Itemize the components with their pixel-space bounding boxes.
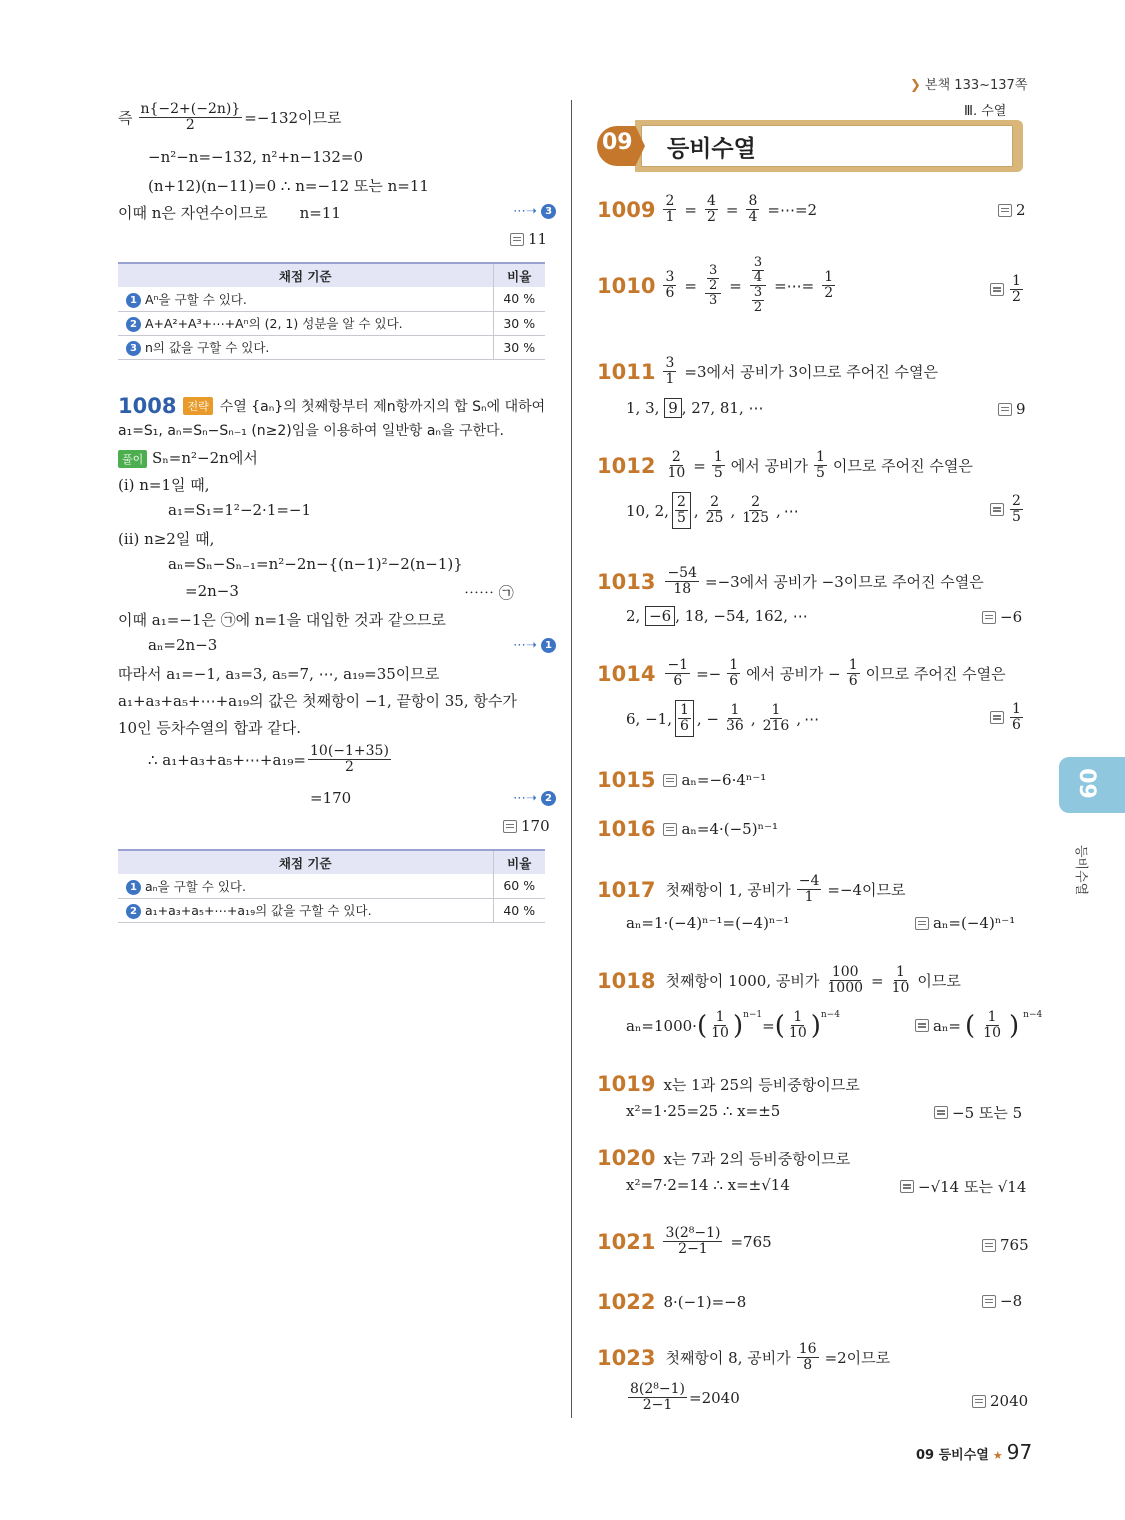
solution-line-12: ∴ a₁+a₃+a₅+⋯+a₁₉= $\frac{10(-1+35)}{2}$ (148, 743, 389, 775)
line-1020-2: x²=7·2=14 ∴ x=±√14 (626, 1176, 790, 1194)
answer-icon (998, 204, 1012, 217)
answer-1021: 765 (982, 1236, 1029, 1254)
answer-1019: −5 또는 5 (934, 1102, 1022, 1123)
solution-line-6: =2n−3 (185, 582, 239, 600)
step-marker-3: ⋯➝ 3 (513, 204, 556, 219)
page-reference: ❯ 본책 133~137쪽 (910, 78, 1028, 93)
problem-1010: 1010 $\frac{3}{6}$ = $\frac{\frac{3}{2}}{3}$ = $\frac{\frac{3}{4}}{\frac{3}{2}}$ =⋯= $\frac{1}{2}$ (597, 255, 834, 315)
line-1017-2: aₙ=1·(−4)ⁿ⁻¹=(−4)ⁿ⁻¹ (626, 914, 790, 932)
step-marker-1: ⋯➝ 1 (513, 638, 556, 653)
answer-1008: 170 (503, 817, 550, 835)
answer-1010: $\frac{1}{2}$ (990, 274, 1025, 305)
answer-icon (990, 711, 1004, 724)
sequence-1014: 6, −1, $\frac{1}{6}$ , − $\frac{1}{36}$ , $\frac{1}{216}$ , ⋯ (626, 700, 819, 737)
chapter-number: 09 (602, 130, 633, 155)
unit-label: Ⅲ. 수열 (964, 104, 1007, 119)
scoring-table-1: 채점 기준 비율 1 Aⁿ을 구할 수 있다. 40 % 2 A+A²+A³+⋯+Aⁿ의 (2, 1) 성분을 알 수 있다. 30 % 3 n의 값을 구할 수 있다. 30 % (118, 262, 545, 360)
line-1: 즉 $\frac{n\{-2+(-2n)\}}{2}$ =−132이므로 (118, 101, 342, 133)
solution-line-1: 풀이 Sₙ=n²−2n에서 (118, 447, 258, 468)
answer-icon (998, 403, 1012, 416)
answer-icon (982, 1295, 996, 1308)
line-2: −n²−n=−132, n²+n−132=0 (148, 148, 363, 166)
strategy-line-2: a₁=S₁, aₙ=Sₙ−Sₙ₋₁ (n≥2)임을 이용하여 일반항 aₙ을 구한다. (118, 423, 504, 439)
answer-1014: $\frac{1}{6}$ (990, 702, 1025, 733)
answer-icon (663, 823, 677, 836)
solution-line-10: a₁+a₃+a₅+⋯+a₁₉의 값은 첫째항이 −1, 끝항이 35, 항수가 (118, 692, 517, 710)
sequence-1011: 1, 3, 9 , 27, 81, ⋯ (626, 399, 764, 417)
solution-line-9: 따라서 a₁=−1, a₃=3, a₅=7, ⋯, a₁₉=35이므로 (118, 665, 440, 683)
problem-1014: 1014 $\frac{-1}{6}$ =− $\frac{1}{6}$ 에서 공비가 − $\frac{1}{6}$ 이므로 주어진 수열은 (597, 657, 1006, 689)
answer-icon (982, 1239, 996, 1252)
problem-1019: 1019 x는 1과 25의 등비중항이므로 (597, 1072, 860, 1096)
problem-1013: 1013 $\frac{-54}{18}$ =−3에서 공비가 −3이므로 주어진 수열은 (597, 565, 984, 597)
step-marker-2: ⋯➝ 2 (513, 791, 556, 806)
answer-1023: 2040 (972, 1392, 1028, 1410)
answer-icon (982, 611, 996, 624)
line-3: (n+12)(n−11)=0 ∴ n=−12 또는 n=11 (148, 177, 429, 195)
answer-1007: 11 (510, 230, 547, 248)
side-tab-label: 등비수열 (1073, 845, 1088, 896)
answer-1013: −6 (982, 608, 1022, 626)
solution-line-11: 10인 등차수열의 합과 같다. (118, 719, 302, 737)
problem-1009: 1009 $\frac{2}{1}$ = $\frac{4}{2}$ = $\frac{8}{4}$ =⋯=2 (597, 193, 818, 225)
problem-1011: 1011 $\frac{3}{1}$ =3에서 공비가 3이므로 주어진 수열은 (597, 355, 938, 387)
footer: 09 등비수열 ★ 97 (916, 1440, 1033, 1464)
solution-line-3: a₁=S₁=1²−2·1=−1 (168, 501, 312, 519)
answer-icon (972, 1395, 986, 1408)
answer-1009: 2 (998, 201, 1026, 219)
answer-icon (510, 233, 524, 246)
solution-line-4: (ⅱ) n≥2일 때, (118, 530, 215, 548)
solution-line-2: (ⅰ) n=1일 때, (118, 476, 210, 494)
problem-1017: 1017 첫째항이 1, 공비가 $\frac{-4}{1}$ =−4이므로 (597, 873, 906, 905)
side-tab (1059, 757, 1125, 813)
answer-icon (990, 503, 1004, 516)
answer-1012: $\frac{2}{5}$ (990, 494, 1025, 525)
answer-1017: aₙ=(−4)ⁿ⁻¹ (915, 914, 1015, 932)
equation-label: ⋯⋯ ㉠ (464, 584, 514, 602)
problem-1018: 1018 첫째항이 1000, 공비가 $\frac{100}{1000}$ = $\frac{1}{10}$ 이므로 (597, 964, 961, 996)
answer-icon (915, 1019, 929, 1032)
answer-1020: −√14 또는 √14 (900, 1176, 1026, 1197)
problem-1008-header: 1008 전략 수열 {aₙ}의 첫째항부터 제n항까지의 합 Sₙ에 대하여 (118, 394, 546, 418)
chapter-banner (597, 120, 1023, 172)
sequence-1012: 10, 2, $\frac{2}{5}$ , $\frac{2}{25}$ , $\frac{2}{125}$ , ⋯ (626, 492, 799, 529)
problem-1021: 1021 $\frac{\text{3(2⁸−1)}}{2-1}$ =765 (597, 1225, 772, 1257)
sequence-1013: 2, −6 , 18, −54, 162, ⋯ (626, 607, 808, 625)
problem-1012: 1012 $\frac{2}{10}$ = $\frac{1}{5}$ 에서 공비가 $\frac{1}{5}$ 이므로 주어진 수열은 (597, 449, 973, 481)
problem-1016: 1016 aₙ=4·(−5)ⁿ⁻¹ (597, 817, 779, 841)
solution-line-5: aₙ=Sₙ−Sₙ₋₁=n²−2n−{(n−1)²−2(n−1)} (168, 555, 463, 573)
scoring-table-2: 채점 기준 비율 1 aₙ을 구할 수 있다. 60 % 2 a₁+a₃+a₅+⋯+a₁₉의 값을 구할 수 있다. 40 % (118, 849, 545, 923)
line-1019-2: x²=1·25=25 ∴ x=±5 (626, 1102, 781, 1120)
page-number: 97 (1006, 1440, 1033, 1464)
problem-1015: 1015 aₙ=−6·4ⁿ⁻¹ (597, 768, 767, 792)
answer-1022: −8 (982, 1292, 1022, 1310)
answer-1018: aₙ= ( $\frac{1}{10}$ ) $^{n-4}$ (915, 1010, 1042, 1041)
line-1023-2: $\frac{\text{8(2⁸−1)}}{2-1}$ =2040 (630, 1381, 740, 1413)
answer-icon (900, 1180, 914, 1193)
line-1018-2: aₙ=1000· ( $\frac{1}{10}$ ) $^{n-1}$ = ( $\frac{1}{10}$ ) $^{n-4}$ (626, 1009, 840, 1041)
solution-line-7: 이때 a₁=−1은 ㉠에 n=1을 대입한 것과 같으므로 (118, 611, 446, 629)
problem-1020: 1020 x는 7과 2의 등비중항이므로 (597, 1146, 851, 1170)
answer-icon (934, 1106, 948, 1119)
solution-line-8: aₙ=2n−3 (148, 636, 218, 654)
answer-icon (663, 774, 677, 787)
line-4: 이때 n은 자연수이므로 n=11 (118, 204, 341, 222)
solution-line-13: =170 (310, 789, 352, 807)
column-divider (571, 100, 572, 1418)
answer-1011: 9 (998, 400, 1026, 418)
side-tab-number: 09 (1073, 768, 1099, 799)
answer-icon (990, 283, 1004, 296)
chapter-title: 등비수열 (667, 136, 756, 162)
problem-1022: 1022 8·(−1)=−8 (597, 1290, 747, 1314)
answer-icon (915, 917, 929, 930)
problem-1023: 1023 첫째항이 8, 공비가 $\frac{16}{8}$ =2이므로 (597, 1341, 891, 1373)
answer-icon (503, 820, 517, 833)
